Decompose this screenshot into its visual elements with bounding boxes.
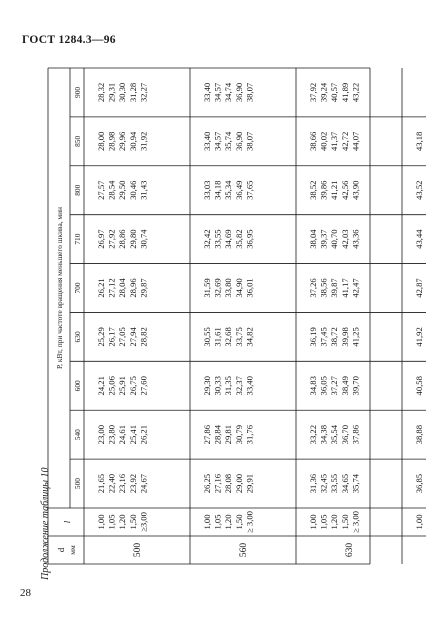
rotated-table — [48, 68, 424, 564]
col-header-speed: 700 — [73, 282, 82, 294]
col-header-l: l — [62, 520, 72, 524]
power-value: 43,18 — [414, 131, 424, 152]
power-value: 26,97 — [96, 229, 106, 249]
power-value: 35,74 — [223, 131, 234, 152]
power-value: 43,36 — [350, 229, 361, 249]
power-value: 32,68 — [223, 327, 234, 347]
power-value: 27,57 — [96, 180, 106, 200]
power-value: 21,65 — [96, 473, 106, 494]
power-value: 43,22 — [350, 82, 361, 103]
row-diameter: 500 — [133, 542, 143, 558]
power-value: 27,86 — [202, 424, 212, 445]
power-value: 39,87 — [329, 278, 340, 298]
power-value: 38,52 — [308, 180, 318, 200]
power-value: 31,59 — [202, 278, 212, 298]
power-value: 34,65 — [339, 473, 350, 494]
power-value: 34,83 — [308, 376, 318, 396]
power-value: 27,94 — [127, 327, 138, 347]
power-value: 30,46 — [127, 180, 138, 200]
power-value: 36,90 — [233, 131, 244, 152]
power-value: 44,07 — [350, 131, 361, 152]
power-value: 43,52 — [414, 180, 424, 200]
power-value: 33,22 — [308, 424, 318, 445]
power-value: 32,37 — [233, 376, 244, 396]
power-value: 22,40 — [106, 473, 117, 494]
power-value: 26,25 — [202, 473, 212, 494]
power-value: 37,45 — [318, 327, 329, 347]
col-header-d-unit: мм — [68, 545, 77, 555]
power-value: 38,07 — [244, 82, 255, 103]
power-value: 24,67 — [138, 473, 149, 494]
power-value: 25,91 — [117, 376, 128, 396]
row-diameter: 630 — [345, 542, 355, 558]
power-value: 29,87 — [138, 278, 149, 298]
power-value: 25,29 — [96, 327, 106, 347]
power-value: 28,96 — [127, 278, 138, 298]
power-value: 38,72 — [329, 327, 340, 347]
power-value: 28,04 — [117, 278, 128, 298]
power-value: 43,44 — [414, 229, 424, 249]
power-value: 35,54 — [329, 424, 340, 445]
power-value: 28,98 — [106, 131, 117, 152]
row-length: 1,05 — [106, 514, 117, 530]
power-value: 39,24 — [318, 82, 329, 103]
row-length: 1,20 — [329, 514, 340, 530]
power-value: 30,94 — [127, 131, 138, 152]
col-header-speed: 850 — [73, 135, 82, 147]
power-value: 34,18 — [212, 180, 223, 200]
power-value: 37,65 — [244, 180, 255, 200]
power-value: 31,43 — [138, 180, 149, 200]
power-value: 34,82 — [244, 327, 255, 347]
power-value: 28,00 — [96, 131, 106, 152]
row-length: ≥ 3,00 — [244, 511, 255, 533]
power-value: 42,87 — [414, 278, 424, 298]
power-value: 33,80 — [223, 278, 234, 298]
power-value: 41,37 — [329, 131, 340, 152]
col-header-speed: 710 — [73, 233, 82, 245]
power-value: 27,16 — [212, 473, 223, 494]
power-value: 36,49 — [233, 180, 244, 200]
power-value: 28,32 — [96, 82, 106, 103]
power-value: 36,05 — [318, 376, 329, 396]
power-value: 38,88 — [414, 424, 424, 445]
power-value: 23,00 — [96, 424, 106, 445]
power-value: 29,30 — [202, 376, 212, 396]
power-value: 37,86 — [350, 424, 361, 445]
row-diameter: 560 — [239, 542, 249, 558]
power-value: 41,25 — [350, 327, 361, 347]
power-value: 32,69 — [212, 278, 223, 298]
row-length: ≥3,00 — [138, 512, 149, 532]
power-value: 41,92 — [414, 327, 424, 347]
power-value: 31,61 — [212, 327, 223, 347]
power-value: 37,92 — [308, 82, 318, 103]
row-length: 1,00 — [96, 514, 106, 530]
col-header-speed: 600 — [73, 380, 82, 392]
power-value: 36,19 — [308, 327, 318, 347]
power-value: 37,27 — [329, 376, 340, 396]
page-number: 28 — [20, 587, 31, 599]
power-value: 28,08 — [223, 473, 234, 494]
power-value: 32,27 — [138, 82, 149, 103]
power-value: 36,85 — [414, 473, 424, 494]
power-value: 29,91 — [244, 473, 255, 494]
power-value: 42,72 — [339, 131, 350, 152]
col-header-d: d — [56, 547, 66, 553]
power-value: 27,12 — [106, 278, 117, 298]
power-value: 33,40 — [202, 131, 212, 152]
power-value: 25,06 — [106, 376, 117, 396]
power-value: 30,79 — [233, 424, 244, 445]
power-value: 33,55 — [212, 229, 223, 249]
power-value: 33,40 — [244, 376, 255, 396]
power-value: 31,28 — [127, 82, 138, 103]
power-value: 33,40 — [202, 82, 212, 103]
power-value: 38,66 — [308, 131, 318, 152]
power-value: 24,61 — [117, 424, 128, 445]
power-value: 36,90 — [233, 82, 244, 103]
col-header-speed: 800 — [73, 184, 82, 196]
power-value: 35,34 — [223, 180, 234, 200]
power-value: 36,70 — [339, 424, 350, 445]
power-value: 42,47 — [350, 278, 361, 298]
power-value: 31,36 — [308, 473, 318, 494]
power-value: 25,41 — [127, 424, 138, 445]
power-value: 38,07 — [244, 131, 255, 152]
power-value: 31,35 — [223, 376, 234, 396]
power-value: 28,54 — [106, 180, 117, 200]
power-value: 32,45 — [318, 473, 329, 494]
power-value: 39,86 — [318, 180, 329, 200]
power-value: 43,90 — [350, 180, 361, 200]
power-value: 27,60 — [138, 376, 149, 396]
power-value: 28,82 — [138, 327, 149, 347]
row-length: 1,20 — [117, 514, 128, 530]
row-length: 1,00 — [202, 514, 212, 530]
power-value: 40,02 — [318, 131, 329, 152]
power-value: 36,01 — [244, 278, 255, 298]
power-value: 23,80 — [106, 424, 117, 445]
power-value: 42,56 — [339, 180, 350, 200]
power-value: 29,31 — [106, 82, 117, 103]
power-value: 30,74 — [138, 229, 149, 249]
page-header: ГОСТ 1284.3—96 — [22, 34, 116, 46]
power-value: 26,17 — [106, 327, 117, 347]
table-caption: Продолжение таблицы 10 — [40, 467, 51, 580]
col-header-power: Р, кВт, при частоте вращения меньшего шкива, мин — [55, 206, 64, 370]
power-value: 39,37 — [318, 229, 329, 249]
power-value: 42,03 — [339, 229, 350, 249]
power-value: 35,82 — [233, 229, 244, 249]
power-value: 34,38 — [318, 424, 329, 445]
row-length: 1,05 — [318, 514, 329, 530]
power-value: 41,89 — [339, 82, 350, 103]
power-value: 33,55 — [329, 473, 340, 494]
power-value: 28,86 — [117, 229, 128, 249]
power-value: 23,16 — [117, 473, 128, 494]
row-length: 1,05 — [212, 514, 223, 530]
power-value: 38,49 — [339, 376, 350, 396]
row-length: 1,00 — [414, 514, 424, 530]
power-value: 34,74 — [223, 82, 234, 103]
col-header-speed: 540 — [73, 429, 82, 441]
power-value: 23,92 — [127, 473, 138, 494]
power-value: 29,80 — [127, 229, 138, 249]
power-value: 40,57 — [329, 82, 340, 103]
col-header-speed: 900 — [73, 86, 82, 98]
power-value: 29,50 — [117, 180, 128, 200]
power-value: 40,70 — [329, 229, 340, 249]
power-value: 27,05 — [117, 327, 128, 347]
power-value: 41,17 — [339, 278, 350, 298]
row-length: 1,50 — [339, 514, 350, 530]
power-value: 41,21 — [329, 180, 340, 200]
power-value: 33,03 — [202, 180, 212, 200]
power-value: 34,90 — [233, 278, 244, 298]
row-length: 1,00 — [308, 514, 318, 530]
power-value: 26,21 — [138, 424, 149, 445]
power-value: 26,75 — [127, 376, 138, 396]
power-value: 30,30 — [117, 82, 128, 103]
power-value: 34,69 — [223, 229, 234, 249]
power-value: 31,92 — [138, 131, 149, 152]
power-value: 40,58 — [414, 376, 424, 396]
power-value: 39,70 — [350, 376, 361, 396]
power-value: 29,96 — [117, 131, 128, 152]
power-value: 30,55 — [202, 327, 212, 347]
row-length: 1,20 — [223, 514, 234, 530]
row-length: ≥ 3,00 — [350, 511, 361, 533]
power-value: 38,04 — [308, 229, 318, 249]
power-value: 29,00 — [233, 473, 244, 494]
power-value: 30,33 — [212, 376, 223, 396]
power-value: 28,84 — [212, 424, 223, 445]
power-value: 26,21 — [96, 278, 106, 298]
power-value: 24,21 — [96, 376, 106, 396]
power-value: 35,74 — [350, 473, 361, 494]
power-value: 33,75 — [233, 327, 244, 347]
data-table — [48, 68, 424, 564]
power-value: 37,26 — [308, 278, 318, 298]
power-value: 34,57 — [212, 131, 223, 152]
power-value: 31,76 — [244, 424, 255, 445]
col-header-speed: 500 — [73, 478, 82, 490]
power-value: 39,98 — [339, 327, 350, 347]
power-value: 38,56 — [318, 278, 329, 298]
power-value: 36,95 — [244, 229, 255, 249]
power-value: 32,42 — [202, 229, 212, 249]
power-value: 29,81 — [223, 424, 234, 445]
power-value: 27,92 — [106, 229, 117, 249]
row-length: 1,50 — [127, 514, 138, 530]
col-header-speed: 630 — [73, 331, 82, 343]
row-length: 1,50 — [233, 514, 244, 530]
power-value: 34,57 — [212, 82, 223, 103]
